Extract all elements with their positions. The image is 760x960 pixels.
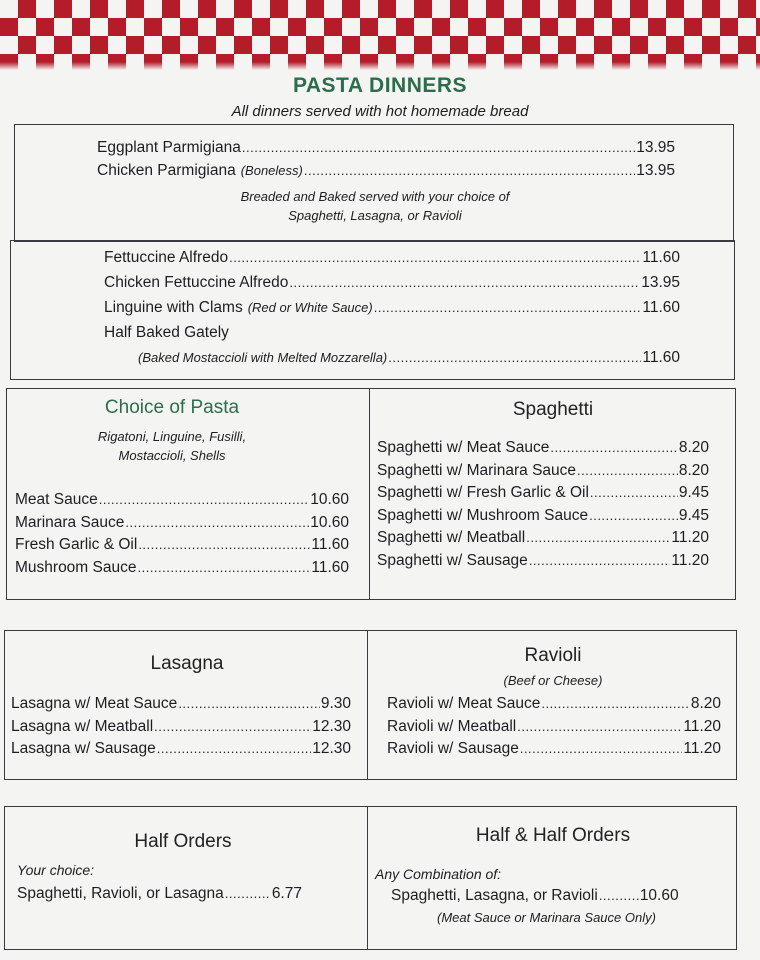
section-heading: Lasagna — [150, 653, 224, 674]
item-price: 11.60 — [311, 536, 349, 553]
item-price: 11.20 — [683, 740, 721, 757]
menu-item — [104, 295, 680, 320]
item-name: Fresh Garlic & Oil — [15, 536, 138, 553]
menu-item — [15, 557, 349, 580]
item-name: Ravioli w/ Meat Sauce — [387, 695, 541, 712]
section-label: Your choice: — [17, 862, 95, 878]
alfredo-section — [10, 240, 735, 380]
menu-item — [377, 437, 709, 460]
item-price: 9.45 — [678, 484, 709, 501]
item-price: 9.30 — [320, 695, 351, 712]
section-description: Mostaccioli, Shells — [118, 448, 226, 463]
menu-item — [17, 883, 357, 906]
item-price: 6.77 — [271, 885, 302, 902]
menu-item — [97, 137, 675, 160]
item-price: 10.60 — [310, 491, 349, 508]
lasagna-ravioli-section — [4, 630, 737, 780]
item-name: Spaghetti w/ Mushroom Sauce — [377, 506, 589, 524]
item-price: 13.95 — [641, 274, 680, 291]
item-price: 8.20 — [690, 695, 721, 712]
menu-subtitle: All dinners served with hot homemade bread — [231, 103, 529, 120]
menu-title: PASTA DINNERS — [292, 74, 468, 97]
item-name: Spaghetti w/ Meatball — [377, 529, 526, 546]
item-price: 11.60 — [642, 299, 680, 316]
item-name: Eggplant Parmigiana — [97, 139, 241, 156]
section-heading: Ravioli — [524, 645, 582, 666]
item-price: 11.20 — [671, 551, 709, 569]
item-name: Lasagna w/ Sausage — [11, 740, 156, 757]
item-note: (Red or White Sauce) — [247, 300, 373, 315]
menu-item — [377, 505, 709, 528]
menu-item — [377, 482, 709, 505]
item-name: Linguine with Clams — [104, 299, 243, 316]
section-description: (Meat Sauce or Marinara Sauce Only) — [437, 909, 656, 925]
item-name: Spaghetti w/ Meat Sauce — [377, 439, 550, 456]
menu-item — [11, 716, 351, 739]
menu-item — [375, 885, 735, 908]
menu-item — [11, 738, 351, 761]
item-price: 8.20 — [678, 461, 709, 479]
section-description: Breaded and Baked served with your choice of — [240, 189, 510, 204]
menu-item — [377, 550, 709, 573]
menu-item — [104, 270, 680, 295]
item-name: Spaghetti w/ Marinara Sauce — [377, 461, 577, 479]
item-price: 10.60 — [310, 513, 349, 531]
parmigiana-section — [14, 124, 734, 242]
section-description: Spaghetti, Lasagna, or Ravioli — [288, 208, 462, 223]
menu-item — [15, 534, 349, 557]
item-name: Chicken Fettuccine Alfredo — [104, 274, 289, 291]
item-name: Ravioli w/ Meatball — [387, 717, 517, 735]
item-price: 11.60 — [642, 349, 680, 366]
section-description: (Beef or Cheese) — [503, 673, 603, 688]
item-name: Meat Sauce — [15, 491, 98, 508]
menu-item — [387, 738, 721, 761]
menu-item — [15, 512, 349, 535]
pasta-spaghetti-section — [6, 388, 736, 600]
menu-item — [15, 489, 349, 512]
section-heading: Half & Half Orders — [475, 825, 631, 846]
half-orders-section — [4, 806, 737, 950]
item-note: (Boneless) — [240, 162, 303, 178]
section-heading: Choice of Pasta — [104, 397, 240, 418]
item-price: 11.60 — [311, 558, 349, 576]
menu-item — [104, 245, 680, 270]
item-name: Lasagna w/ Meat Sauce — [11, 695, 178, 712]
item-name: Lasagna w/ Meatball — [11, 717, 154, 735]
item-name: Chicken Parmigiana — [97, 161, 236, 179]
item-price: 12.30 — [312, 740, 351, 757]
item-name: Spaghetti w/ Fresh Garlic & Oil — [377, 484, 589, 501]
menu-item — [377, 460, 709, 483]
menu-item — [377, 527, 709, 550]
menu-item — [104, 345, 680, 370]
item-name: Half Baked Gately — [104, 324, 229, 341]
menu-item — [387, 716, 721, 739]
item-name: Fettuccine Alfredo — [104, 249, 229, 266]
item-price: 13.95 — [636, 139, 675, 156]
item-price: 8.20 — [678, 439, 709, 456]
item-price: 11.60 — [642, 249, 680, 266]
item-note: (Baked Mostaccioli with Melted Mozzarella) — [138, 350, 388, 365]
item-name: Marinara Sauce — [15, 513, 125, 531]
item-name: Mushroom Sauce — [15, 558, 137, 576]
section-heading: Spaghetti — [512, 399, 594, 420]
menu-item — [11, 693, 351, 716]
item-name: Spaghetti, Ravioli, or Lasagna — [17, 885, 224, 902]
section-heading: Half Orders — [134, 831, 232, 852]
item-price: 10.60 — [639, 887, 679, 904]
item-price: 12.30 — [312, 717, 351, 735]
section-label: Any Combination of: — [375, 866, 502, 882]
item-name: Spaghetti, Lasagna, or Ravioli — [391, 887, 598, 904]
item-price: 13.95 — [636, 161, 675, 179]
item-price: 11.20 — [683, 717, 721, 735]
item-price: 9.45 — [678, 506, 709, 524]
section-description: Rigatoni, Linguine, Fusilli, — [97, 429, 247, 444]
menu-item — [387, 693, 721, 716]
item-name: Ravioli w/ Sausage — [387, 740, 519, 757]
menu-item — [97, 160, 675, 183]
item-name: Spaghetti w/ Sausage — [377, 551, 528, 569]
item-price: 11.20 — [671, 529, 709, 546]
